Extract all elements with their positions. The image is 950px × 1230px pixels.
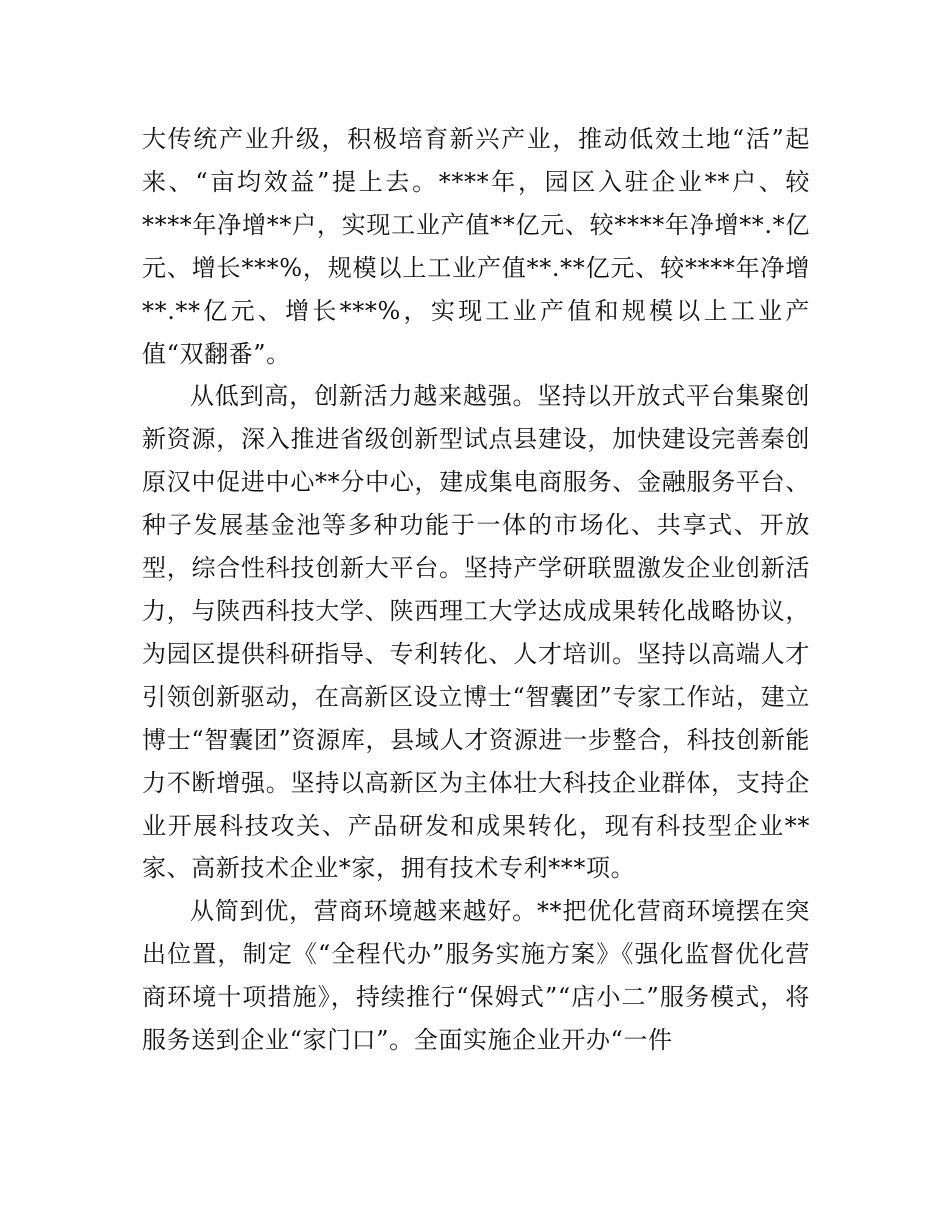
paragraph-2: 从低到高，创新活力越来越强。坚持以开放式平台集聚创新资源，深入推进省级创新型试点县建设，加快建设完善秦创原汉中促进中心**分中心，建成集电商服务、金融服务平台、种子发展基金池等多种功能于一体的市场化、共享式、开放型，综合性科技创新大平台。坚持产学研联盟激发企业创新活力，与陕西科技大学、陕西理工大学达成成果转化战略协议，为园区提供科研指导、专利转化、人才培训。坚持以高端人才引领创新驱动，在高新区设立博士“智囊团”专家工作站，建立博士“智囊团”资源库，县域人才资源进一步整合，科技创新能力不断增强。坚持以高新区为主体壮大科技企业群体，支持企业开展科技攻关、产品研发和成果转化，现有科技型企业**家、高新技术企业*家，拥有技术专利***项。 [142,382,810,883]
paragraph-3: 从简到优，营商环境越来越好。**把优化营商环境摆在突出位置，制定《“全程代办”服务实施方案》《强化监督优化营商环境十项措施》，持续推行“保姆式”“店小二”服务模式，将服务送到企业“家门口”。全面实施企业开办“一件 [142,897,810,1055]
document-body [142,118,810,1062]
paragraph-1: 大传统产业升级，积极培育新兴产业，推动低效土地“活”起来、“亩均效益”提上去。****年，园区入驻企业**户、较****年净增**户，实现工业产值**亿元、较****年净增**.*亿元、增长***%，规模以上工业产值**.**亿元、较****年净增**.**亿元、增长***%，实现工业产值和规模以上工业产值“双翻番”。 [142,125,810,368]
